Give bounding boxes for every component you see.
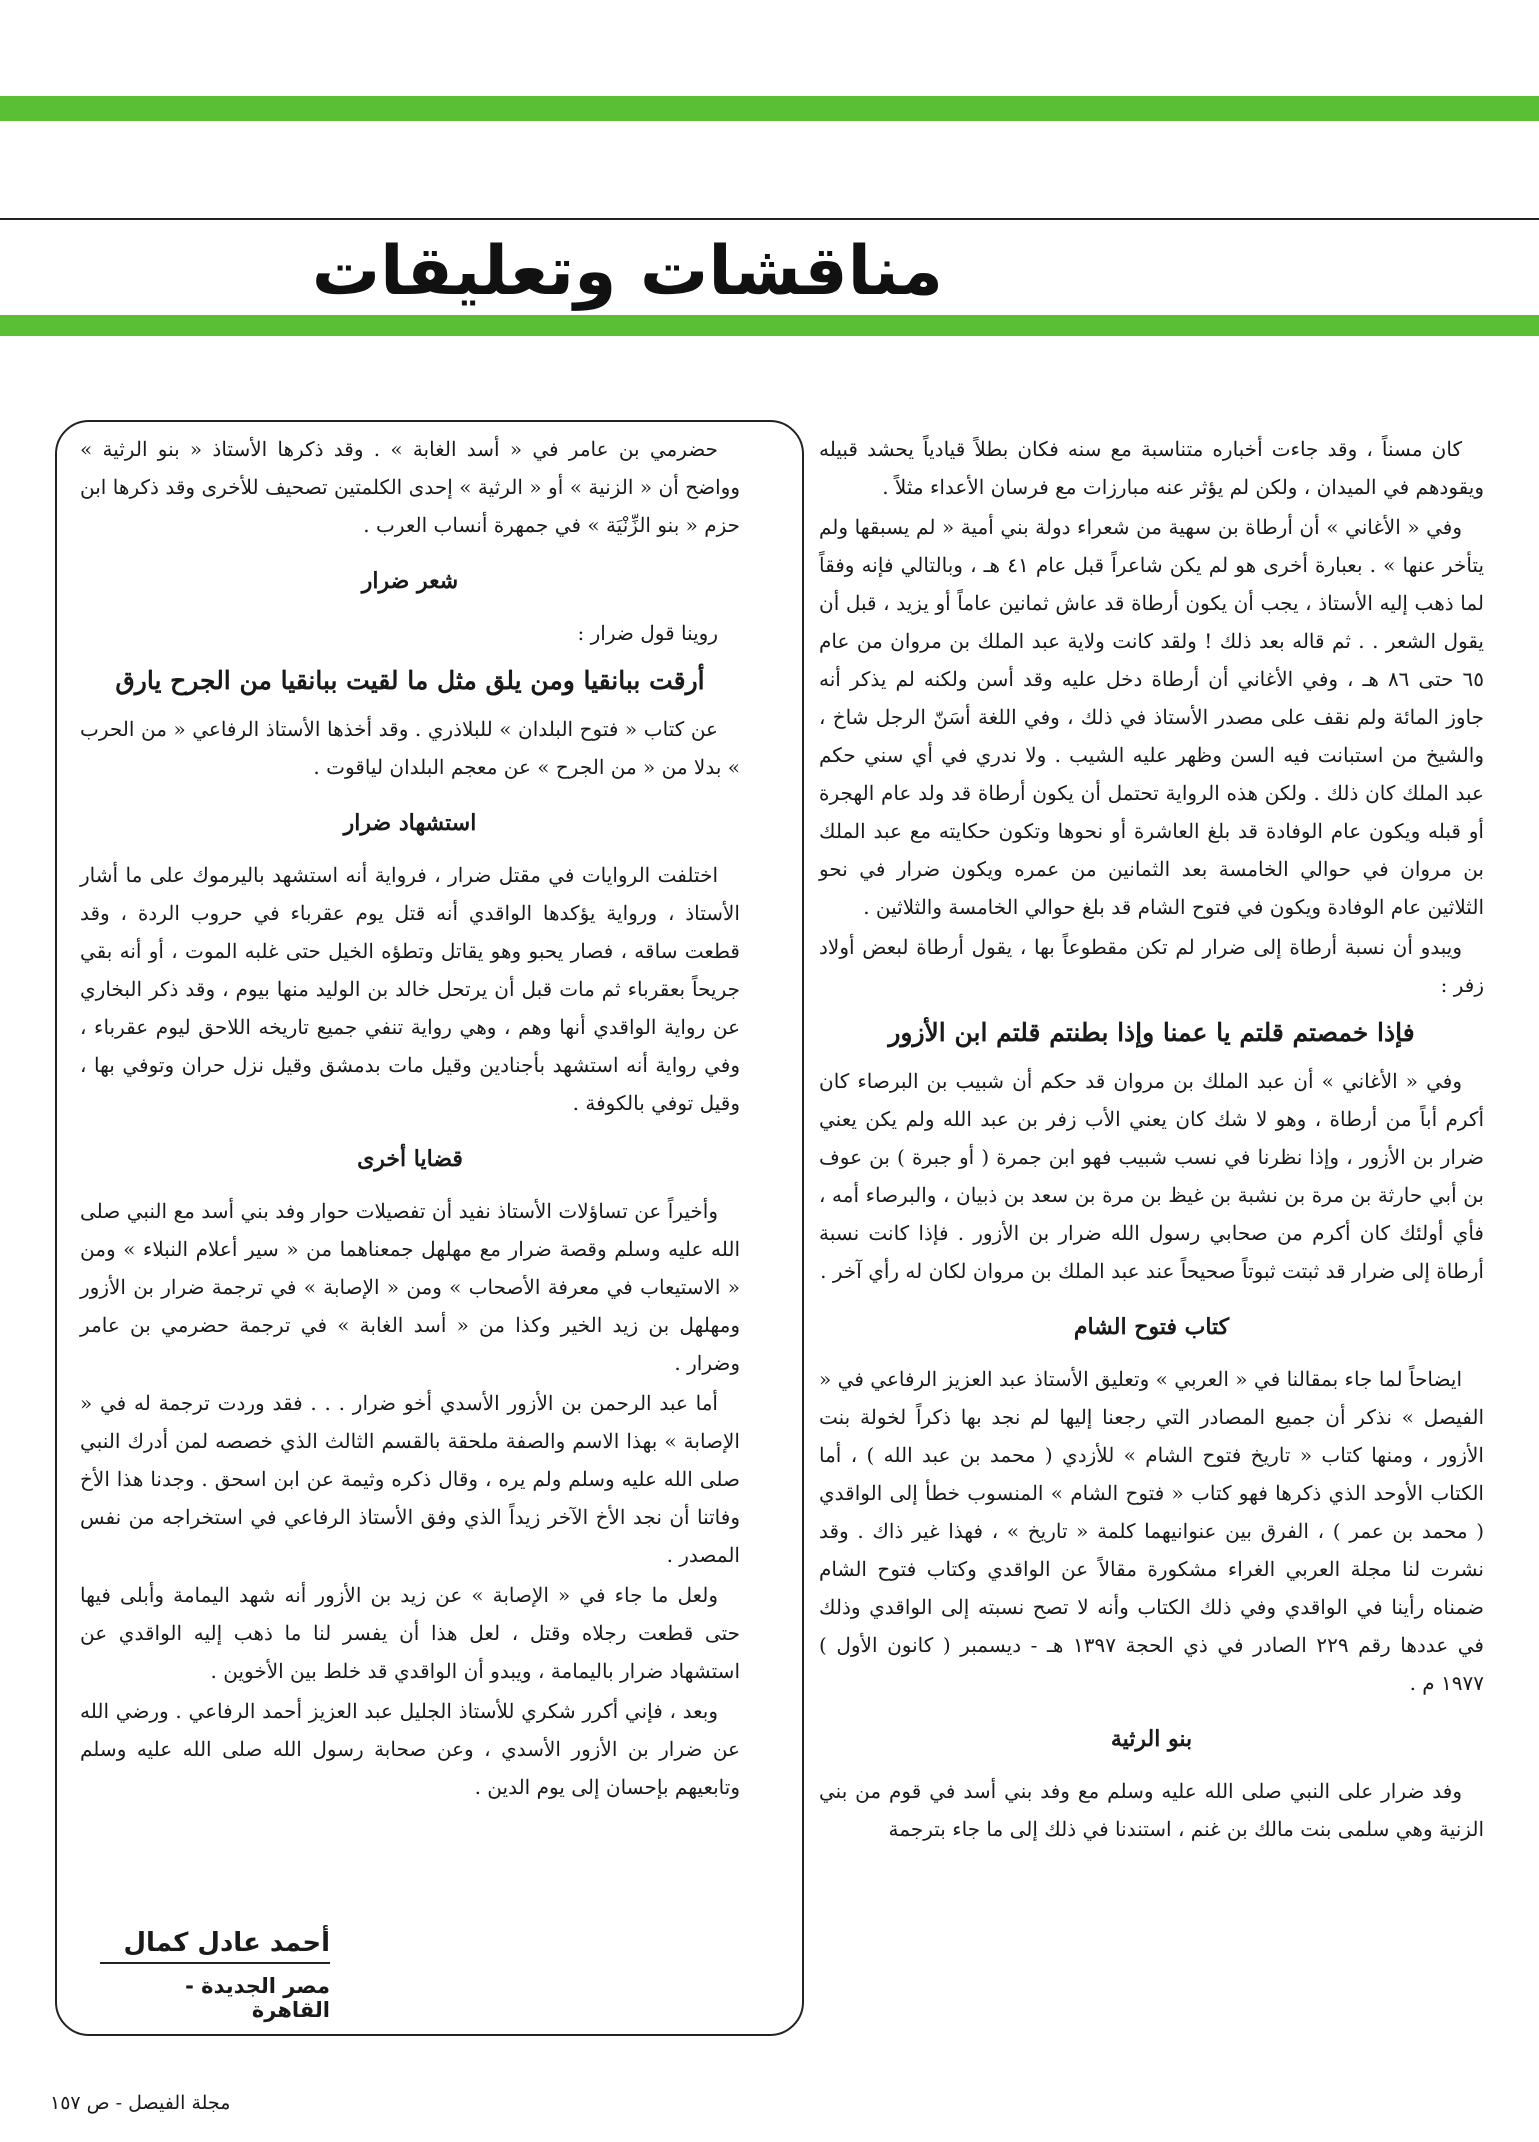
poem-verse: فإذا خمصتم قلتم يا عمنا وإذا بطنتم قلتم ابن الأزور (888, 1018, 1415, 1047)
paragraph: عن كتاب « فتوح البلدان » للبلاذري . وقد أخذها الأستاذ الرفاعي « من الحرب » بدلا من « من الجرح » عن معجم البلدان لياقوت . (80, 717, 740, 779)
section-heading: شعر ضرار (361, 568, 459, 594)
paragraph: ويبدو أن نسبة أرطاة إلى ضرار لم تكن مقطوعاً بها ، يقول أرطاة لبعض أولاد زفر : (819, 935, 1484, 997)
paragraph: وأخيراً عن تساؤلات الأستاذ نفيد أن تفصيلات حوار وفد بني أسد مع النبي صلى الله عليه وسلم وقصة ضرار مع مهلهل جمعناهما من « سير أعلام النبلاء » ومن « الاستيعاب في معرفة الأصحاب » ومن « الإصابة » في ترجمة ضرار بن الأزور ومهلهل بن زيد الخير وكذا من « أسد الغابة » في ترجمة حضرمي بن عامر وضرار . (80, 1199, 740, 1375)
paragraph: ولعل ما جاء في « الإصابة » عن زيد بن الأزور أنه شهد اليمامة وأبلى فيها حتى قطعت رجلاه وقتل ، لعل هذا أن يفسر لنا ما ذهب إليه الواقدي عن استشهاد ضرار باليمامة ، ويبدو أن الواقدي قد خلط بين الأخوين . (80, 1583, 740, 1683)
page-title: مناقشات وتعليقات (311, 232, 943, 311)
paragraph: وفي « الأغاني » أن عبد الملك بن مروان قد حكم أن شبيب بن البرصاء كان أكرم أباً من أرطاة ، وهو لا شك كان يعني الأب زفر بن عبد الله ولم يكن يعني ضرار بن الأزور ، وإذا نظرنا في نسب شبيب فهو ابن جمرة ( أو جبرة ) بن عوف بن أبي حارثة بن مرة بن نشبة بن غيظ بن مرة بن سعد بن ذبيان ، والبرصاء أمه ، فأي أولئك كان أكرم من صحابي رسول الله ضرار بن الأزور . فإذا كانت نسبة أرطاة إلى ضرار قد ثبتت ثبوتاً صحيحاً عند عبد الملك بن مروان لكان له رأي آخر . (819, 1069, 1485, 1283)
paragraph: ايضاحاً لما جاء بمقالنا في « العربي » وتعليق الأستاذ عبد العزيز الرفاعي في « الفيصل » نذكر أن جميع المصادر التي رجعنا إليها لم نجد بها ذكراً لخولة بنت الأزور ، ومنها كتاب « تاريخ فتوح الشام » للأزدي ( محمد بن عبد الله ) ، أما الكتاب الأوحد الذي ذكرها فهو كتاب « فتوح الشام » المنسوب خطأ إلى الواقدي ( محمد بن عمر ) ، الفرق بين عنوانيهما كلمة « تاريخ » ، فهذا غير ذاك . وقد نشرت لنا مجلة العربي الغراء مشكورة مقالاً عن الواقدي وكتاب فتوح الشام ضمناه رأينا في الواقدي وفي ذلك الكتاب وأنه لا تصح نسبته إلى الواقدي وذلك في عددها رقم ٢٢٩ الصادر في ذي الحجة ١٣٩٧ هـ - ديسمبر ( كانون الأول ) ١٩٧٧ م . (819, 1367, 1484, 1695)
section-heading: قضايا أخرى (357, 1146, 463, 1172)
section-heading: بنو الرثية (1110, 1726, 1193, 1752)
right-column (819, 430, 1484, 1850)
header-bottom-green-bar (0, 315, 1539, 336)
left-column (80, 430, 740, 1808)
paragraph: وفي « الأغاني » أن أرطاة بن سهية من شعراء دولة بني أمية « لم يسبقها ولم يتأخر عنها » . بعبارة أخرى هو لم يكن شاعراً قبل عام ٤١ هـ ، وبالتالي فإنه وفقاً لما ذهب إليه الأستاذ ، يجب أن يكون أرطاة قد عاش ثمانين عاماً أو يزيد ، قبل أن يقول الشعر . . ثم قاله بعد ذلك ! ولقد كانت ولاية عبد الملك بن مروان من عام ٦٥ حتى ٨٦ هـ ، وفي الأغاني أن أرطاة دخل عليه وقد أسن ولكنه لم يذكر أنه جاوز المائة ولم نقف على مصدر الأستاذ في ذلك ، وفي اللغة أسَنّ الرجل شاخ ، والشيخ من استبانت فيه السن وظهر عليه الشيب . ولا ندري في أي سني حكم عبد الملك كان ذلك . ولكن هذه الرواية تحتمل أن يكون أرطاة قد ولد عام الهجرة أو قبله ويكون عام الوفادة قد بلغ العاشرة أو نحوها وتكون حكايته مع عبد الملك بن مروان في حوالي الخامسة بعد الثمانين من عمره ويكون ضرار في نحو الثلاثين عام الوفادة ويكون في فتوح الشام قد بلغ حوالي الخامسة والثلاثين . (819, 515, 1485, 919)
paragraph: أما عبد الرحمن بن الأزور الأسدي أخو ضرار . . . فقد وردت ترجمة له في « الإصابة » بهذا الاسم والصفة ملحقة بالقسم الثالث الذي خصصه لمن أدرك النبي صلى الله عليه وسلم ولم يره ، وقال ذكره وثيمة عن ابن اسحق . وجدنا هذا الأخ وفاتنا أن نجد الأخ الآخر زيداً الذي وفق الأستاذ الرفاعي في استخراجه من نفس المصدر . (80, 1391, 740, 1567)
paragraph: حضرمي بن عامر في « أسد الغابة » . وقد ذكرها الأستاذ « بنو الرثية » وواضح أن « الزنية » أو « الرثية » إحدى الكلمتين تصحيف للأخرى وقد ذكرها ابن حزم « بنو الزِّنْيَة » في جمهرة أنساب العرب . (80, 437, 740, 537)
header-top-rule (0, 218, 1539, 220)
signature (100, 1928, 330, 2022)
paragraph: كان مسناً ، وقد جاءت أخباره متناسبة مع سنه فكان بطلاً قيادياً يحشد قبيله ويقودهم في الميدان ، ولكن لم يؤثر عنه مبارزات مع فرسان الأعداء مثلاً . (819, 437, 1484, 499)
page-footer: مجلة الفيصل - ص ١٥٧ (50, 2092, 231, 2114)
section-heading: استشهاد ضرار (343, 810, 477, 836)
paragraph: وفد ضرار على النبي صلى الله عليه وسلم مع وفد بني أسد في قوم من بني الزنية وهي سلمى بنت مالك بن غنم ، استندنا في ذلك إلى ما جاء بترجمة (819, 1779, 1484, 1841)
poem-verse: أرقت ببانقيا ومن يلق مثل ما لقيت ببانقيا من الجرح يارق (115, 666, 705, 695)
author-name: أحمد عادل كمال (100, 1928, 330, 1964)
author-place: مصر الجديدة - القاهرة (185, 1974, 330, 2022)
paragraph: روينا قول ضرار : (577, 621, 718, 645)
paragraph: وبعد ، فإني أكرر شكري للأستاذ الجليل عبد العزيز أحمد الرفاعي . ورضي الله عن ضرار بن الأزور الأسدي ، وعن صحابة رسول الله صلى الله عليه وسلم وتابعيهم بإحسان إلى يوم الدين . (80, 1699, 740, 1799)
section-heading: كتاب فتوح الشام (1073, 1314, 1230, 1340)
top-green-bar (0, 96, 1539, 121)
paragraph: اختلفت الروايات في مقتل ضرار ، فرواية أنه استشهد باليرموك على ما أشار الأستاذ ، ورواية يؤكدها الواقدي أنه قتل يوم عقرباء في حروب الردة ، وقد قطعت ساقه ، فصار يحبو وهو يقاتل وتطؤه الخيل حتى غلبه الموت ، أو أنه بقي جريحاً بعقرباء ثم مات قبل أن يرتحل خالد بن الوليد منها بيوم ، وقد ذكر البخاري عن رواية الواقدي أنها وهم ، وهي رواية تنفي جميع تاريخه اللاحق ليوم عقرباء ، وفي رواية أنه استشهد بأجنادين وقيل مات بدمشق وقيل نزل حران وتوفي بها ، وقيل توفي بالكوفة . (80, 863, 740, 1115)
